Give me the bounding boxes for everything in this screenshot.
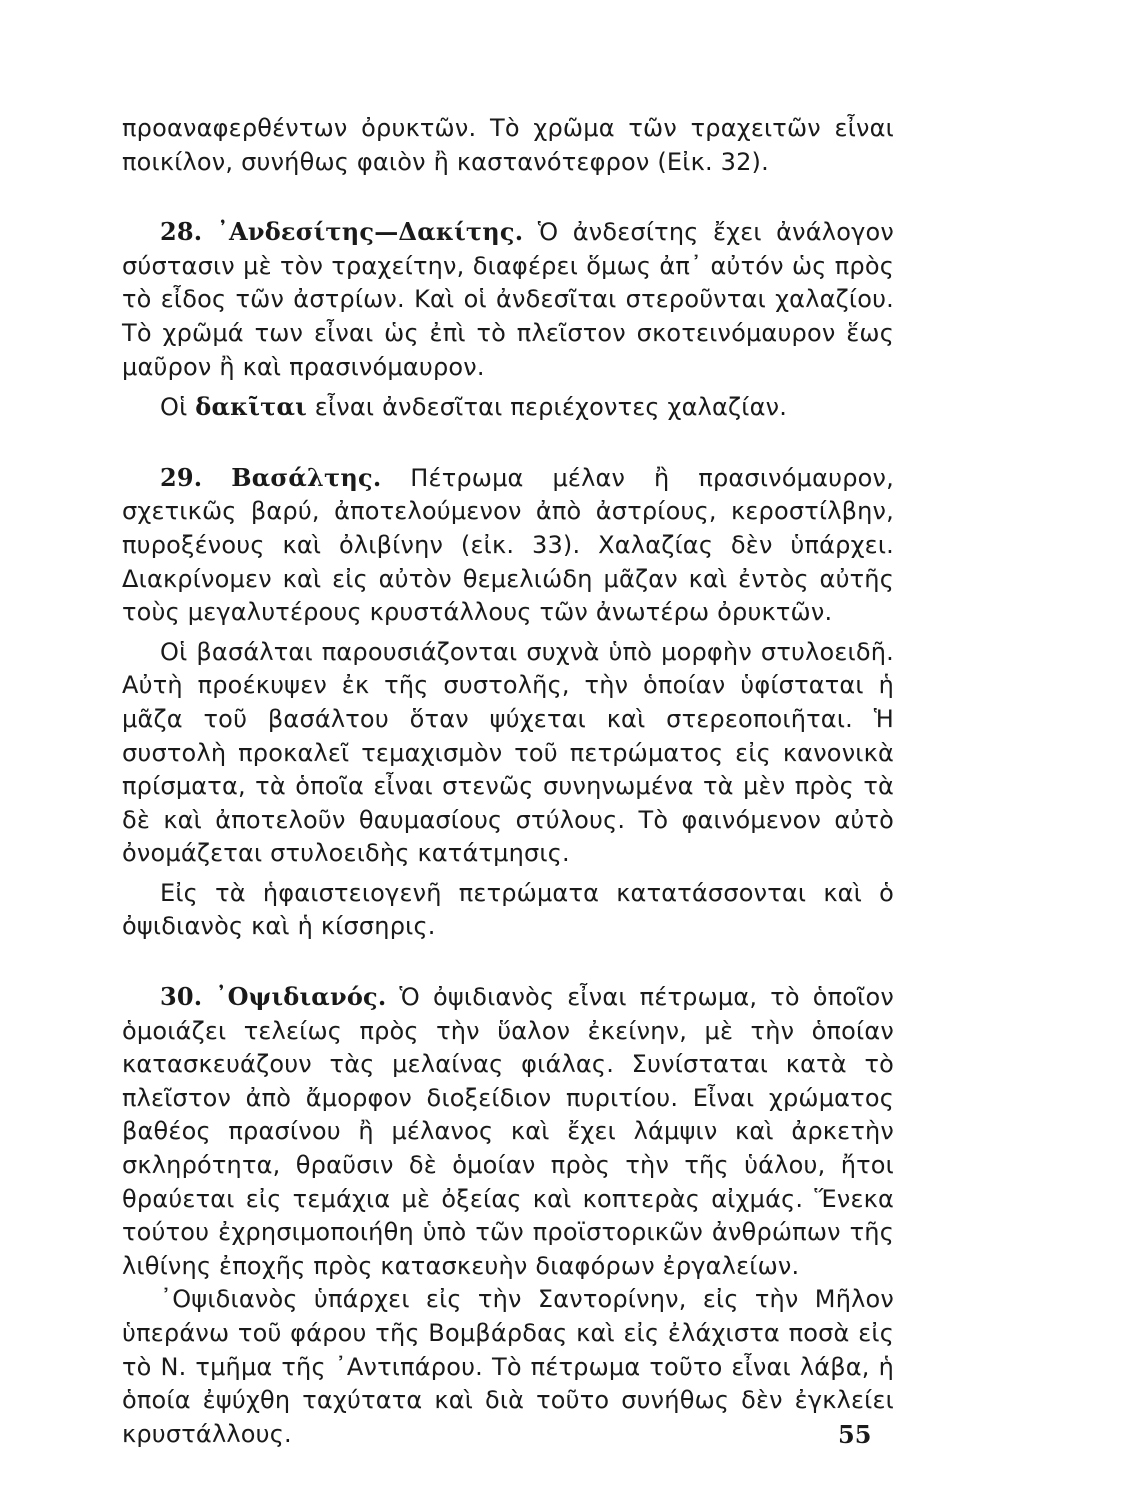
body-text	[122, 112, 894, 1451]
section-29-text: Πέτρωμα μέλαν ἢ πρασινόμαυρον, σχετικῶς βαρύ, ἀποτελούμενον ἀπὸ ἀστρίους, κεροστίλβην, πυροξένους καὶ ὀλιβίνην (εἰκ. 33). Χαλαζίας δὲν ὑπάρχει. Διακρίνομεν καὶ εἰς αὐτὸν θεμελιώδη μᾶζαν καὶ ἐντὸς αὐτῆς τοὺς μεγαλυτέρους κρυστάλλους τῶν ἀνωτέρω ὀρυκτῶν.	[122, 463, 894, 627]
daciti-term: δακῖται	[195, 392, 307, 422]
section-29-columns-paragraph: Οἱ βασάλται παρουσιάζονται συχνὰ ὑπὸ μορφὴν στυλοειδῆ. Αὐτὴ προέκυψεν ἐκ τῆς συστολῆς, τὴν ὁποίαν ὑφίσταται ἡ μᾶζα τοῦ βασάλτου ὅταν ψύχεται καὶ στερεοποιῆται. Ἡ συστολὴ προκαλεῖ τεμαχισμὸν τοῦ πετρώματος εἰς κανονικὰ πρίσματα, τὰ ὁποῖα εἶναι στενῶς συνηνωμένα τὰ μὲν πρὸς τὰ δὲ καὶ ἀποτελοῦν θαυμασίους στύλους. Τὸ φαινόμενον αὐτὸ ὀνομάζεται στυλοειδὴς κατάτμησις.	[122, 637, 894, 868]
section-30-title: ᾿Οψιδιανός.	[215, 982, 387, 1012]
section-29-number: 29.	[160, 462, 203, 492]
intro-paragraph: προαναφερθέντων ὀρυκτῶν. Τὸ χρῶμα τῶν τραχειτῶν εἶναι ποικίλον, συνήθως φαιὸν ἢ καστανότεφρον (Εἰκ. 32).	[122, 114, 894, 176]
section-29-title: Βασάλτης.	[231, 462, 382, 492]
section-28-paragraph	[122, 215, 894, 384]
section-28-number: 28.	[160, 217, 203, 247]
daciti-post: εἶναι ἀνδεσῖται περιέχοντες χαλαζίαν.	[306, 393, 788, 422]
section-28-daciti-paragraph	[122, 390, 894, 425]
section-30-locations-paragraph: ᾿Οψιδιανὸς ὑπάρχει εἰς τὴν Σαντορίνην, εἰς τὴν Μῆλον ὑπεράνω τοῦ φάρου τῆς Βομβάρδας καὶ εἰς ἐλάχιστα ποσὰ εἰς τὸ Ν. τμῆμα τῆς ᾿Αντιπάρου. Τὸ πέτρωμα τοῦτο εἶναι λάβα, ἡ ὁποία ἐψύχθη ταχύτατα καὶ διὰ τοῦτο συνήθως δὲν ἐγκλείει κρυστάλλους.	[122, 1285, 894, 1448]
section-30-text: Ὁ ὀψιδιανὸς εἶναι πέτρωμα, τὸ ὁποῖον ὁμοιάζει τελείως πρὸς τὴν ὕαλον ἐκείνην, μὲ τὴν ὁποίαν κατασκευάζουν τὰς μελαίνας φιάλας. Συνίσταται κατὰ τὸ πλεῖστον ἀπὸ ἄμορφον διοξείδιον πυριτίου. Εἶναι χρώματος βαθέος πρασίνου ἢ μέλανος καὶ ἔχει λάμψιν καὶ ἀρκετὴν σκληρότητα, θραῦσιν δὲ ὁμοίαν πρὸς τὴν τῆς ὑάλου, ἤτοι θραύεται εἰς τεμάχια μὲ ὀξείας καὶ κοπτερὰς αἰχμάς. Ἕνεκα τούτου ἐχρησιμοποιήθη ὑπὸ τῶν προϊστορικῶν ἀνθρώπων τῆς λιθίνης ἐποχῆς πρὸς κατασκευὴν διαφόρων ἐργαλείων.	[122, 983, 894, 1280]
section-30-paragraph	[122, 980, 894, 1283]
section-29-volcanic-paragraph: Εἰς τὰ ἡφαιστειογενῆ πετρώματα κατατάσσονται καὶ ὁ ὀψιδιανὸς καὶ ἡ κίσσηρις.	[122, 878, 894, 941]
section-28-title: ᾿Ανδεσίτης—Δακίτης.	[216, 217, 524, 247]
section-30-number: 30.	[160, 982, 203, 1012]
section-28-text: Ὁ ἀνδεσίτης ἔχει ἀνάλογον σύστασιν μὲ τὸν τραχείτην, διαφέρει ὅμως ἀπ᾿ αὐτόν ὡς πρὸς τὸ εἶδος τῶν ἀστρίων. Καὶ οἱ ἀνδεσῖται στεροῦνται χαλαζίου. Τὸ χρῶμά των εἶναι ὡς ἐπὶ τὸ πλεῖστον σκοτεινόμαυρον ἕως μαῦρον ἢ καὶ πρασινόμαυρον.	[122, 218, 894, 381]
section-29-paragraph	[122, 461, 894, 630]
daciti-pre: Οἱ	[160, 393, 196, 422]
page-number: 55	[838, 1420, 872, 1449]
